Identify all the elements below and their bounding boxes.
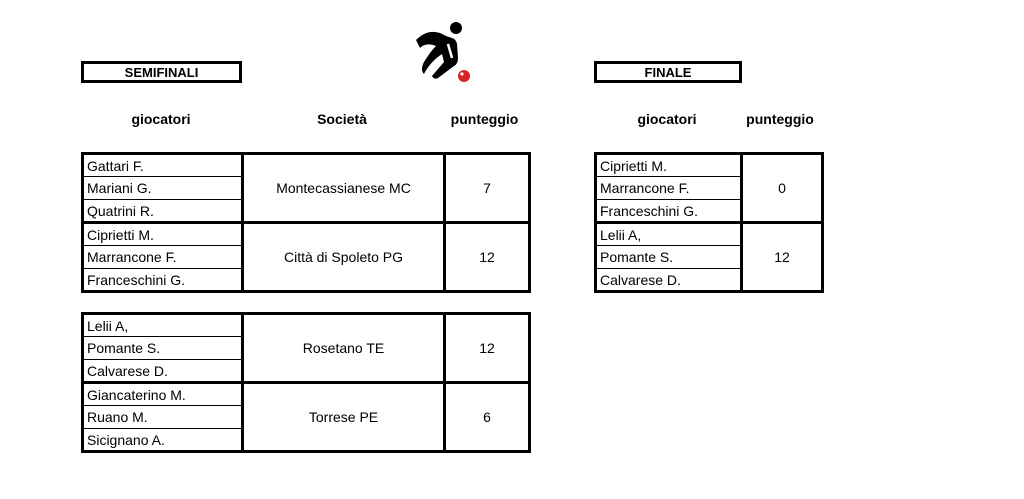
team-cell: Città di Spoleto PG	[243, 223, 445, 292]
player-cell: Quatrini R.	[83, 200, 243, 223]
player-cell: Ruano M.	[83, 406, 243, 429]
bocce-player-logo	[412, 18, 478, 84]
player-cell: Franceschini G.	[596, 200, 742, 223]
team-cell: Torrese PE	[243, 383, 445, 452]
score-cell: 12	[445, 223, 530, 292]
player-cell: Pomante S.	[83, 337, 243, 360]
score-cell: 6	[445, 383, 530, 452]
player-cell: Lelii A,	[83, 314, 243, 337]
bocce-ball-icon	[458, 70, 470, 82]
score-cell: 12	[742, 223, 823, 292]
team-cell: Rosetano TE	[243, 314, 445, 383]
player-cell: Lelii A,	[596, 223, 742, 246]
player-cell: Giancaterino M.	[83, 383, 243, 406]
score-cell: 12	[445, 314, 530, 383]
player-cell: Gattari F.	[83, 154, 243, 177]
player-cell: Marrancone F.	[83, 246, 243, 269]
semi-header-giocatori: giocatori	[131, 111, 191, 127]
semifinali-title: SEMIFINALI	[81, 61, 242, 83]
player-cell: Sicignano A.	[83, 429, 243, 452]
semifinal-2-table	[81, 312, 531, 453]
player-cell: Ciprietti M.	[83, 223, 243, 246]
score-cell: 7	[445, 154, 530, 223]
player-cell: Marrancone F.	[596, 177, 742, 200]
player-cell: Ciprietti M.	[596, 154, 742, 177]
player-cell: Franceschini G.	[83, 269, 243, 292]
semi-header-societa: Società	[317, 111, 367, 127]
score-cell: 0	[742, 154, 823, 223]
player-cell: Calvarese D.	[596, 269, 742, 292]
team-cell: Montecassianese MC	[243, 154, 445, 223]
finale-table	[594, 152, 824, 293]
finale-header-punteggio: punteggio	[746, 111, 814, 127]
finale-title: FINALE	[594, 61, 742, 83]
finale-header-giocatori: giocatori	[637, 111, 697, 127]
player-cell: Mariani G.	[83, 177, 243, 200]
semi-header-punteggio: punteggio	[450, 111, 519, 127]
player-cell: Pomante S.	[596, 246, 742, 269]
player-cell: Calvarese D.	[83, 360, 243, 383]
semifinal-1-table	[81, 152, 531, 293]
